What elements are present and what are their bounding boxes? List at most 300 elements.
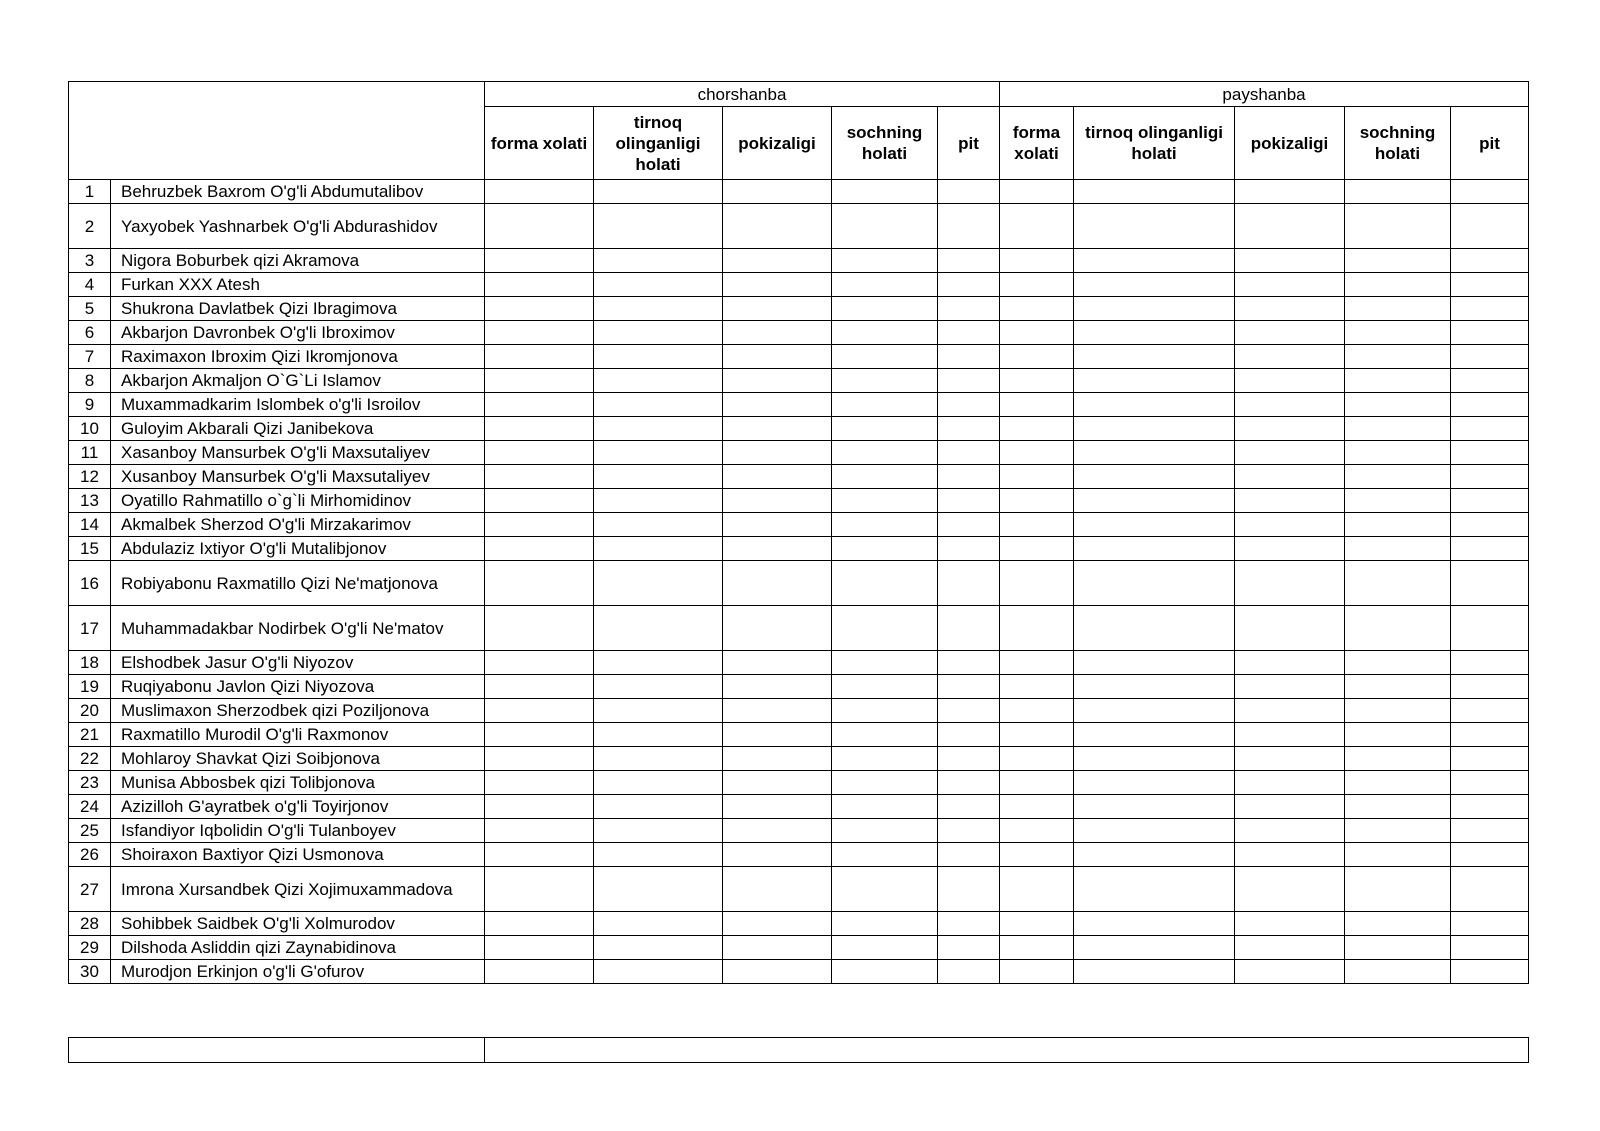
grade-cell[interactable]: [1451, 651, 1529, 675]
grade-cell[interactable]: [594, 297, 723, 321]
grade-cell[interactable]: [485, 699, 594, 723]
grade-cell[interactable]: [485, 417, 594, 441]
grade-cell[interactable]: [485, 273, 594, 297]
grade-cell[interactable]: [1345, 465, 1451, 489]
grade-cell[interactable]: [1074, 960, 1235, 984]
grade-cell[interactable]: [938, 537, 1000, 561]
grade-cell[interactable]: [1074, 537, 1235, 561]
grade-cell[interactable]: [938, 936, 1000, 960]
grade-cell[interactable]: [1451, 843, 1529, 867]
grade-cell[interactable]: [1345, 747, 1451, 771]
grade-cell[interactable]: [1000, 513, 1074, 537]
grade-cell[interactable]: [832, 441, 938, 465]
grade-cell[interactable]: [938, 606, 1000, 651]
grade-cell[interactable]: [594, 843, 723, 867]
grade-cell[interactable]: [1000, 867, 1074, 912]
grade-cell[interactable]: [723, 771, 832, 795]
grade-cell[interactable]: [938, 297, 1000, 321]
grade-cell[interactable]: [1235, 297, 1345, 321]
grade-cell[interactable]: [594, 912, 723, 936]
grade-cell[interactable]: [594, 795, 723, 819]
grade-cell[interactable]: [938, 249, 1000, 273]
grade-cell[interactable]: [723, 747, 832, 771]
grade-cell[interactable]: [485, 441, 594, 465]
grade-cell[interactable]: [1235, 249, 1345, 273]
grade-cell[interactable]: [938, 747, 1000, 771]
grade-cell[interactable]: [1000, 441, 1074, 465]
grade-cell[interactable]: [723, 273, 832, 297]
grade-cell[interactable]: [723, 867, 832, 912]
grade-cell[interactable]: [1000, 297, 1074, 321]
grade-cell[interactable]: [938, 651, 1000, 675]
grade-cell[interactable]: [1451, 747, 1529, 771]
grade-cell[interactable]: [1345, 606, 1451, 651]
grade-cell[interactable]: [832, 675, 938, 699]
grade-cell[interactable]: [938, 699, 1000, 723]
grade-cell[interactable]: [832, 651, 938, 675]
grade-cell[interactable]: [594, 771, 723, 795]
grade-cell[interactable]: [1000, 417, 1074, 441]
grade-cell[interactable]: [1235, 771, 1345, 795]
grade-cell[interactable]: [485, 675, 594, 699]
grade-cell[interactable]: [1074, 912, 1235, 936]
grade-cell[interactable]: [723, 513, 832, 537]
grade-cell[interactable]: [485, 723, 594, 747]
grade-cell[interactable]: [1451, 867, 1529, 912]
grade-cell[interactable]: [1345, 321, 1451, 345]
grade-cell[interactable]: [1451, 204, 1529, 249]
grade-cell[interactable]: [938, 441, 1000, 465]
grade-cell[interactable]: [938, 723, 1000, 747]
grade-cell[interactable]: [1235, 417, 1345, 441]
grade-cell[interactable]: [832, 249, 938, 273]
grade-cell[interactable]: [1451, 441, 1529, 465]
grade-cell[interactable]: [832, 180, 938, 204]
grade-cell[interactable]: [938, 204, 1000, 249]
grade-cell[interactable]: [832, 771, 938, 795]
grade-cell[interactable]: [1074, 819, 1235, 843]
grade-cell[interactable]: [832, 912, 938, 936]
grade-cell[interactable]: [485, 795, 594, 819]
grade-cell[interactable]: [723, 441, 832, 465]
grade-cell[interactable]: [1074, 771, 1235, 795]
grade-cell[interactable]: [1235, 867, 1345, 912]
grade-cell[interactable]: [832, 819, 938, 843]
grade-cell[interactable]: [594, 393, 723, 417]
grade-cell[interactable]: [1451, 345, 1529, 369]
grade-cell[interactable]: [1451, 771, 1529, 795]
grade-cell[interactable]: [1000, 747, 1074, 771]
grade-cell[interactable]: [594, 465, 723, 489]
grade-cell[interactable]: [723, 489, 832, 513]
grade-cell[interactable]: [723, 843, 832, 867]
grade-cell[interactable]: [1074, 747, 1235, 771]
grade-cell[interactable]: [1000, 960, 1074, 984]
grade-cell[interactable]: [723, 465, 832, 489]
grade-cell[interactable]: [1345, 489, 1451, 513]
grade-cell[interactable]: [723, 393, 832, 417]
grade-cell[interactable]: [1345, 393, 1451, 417]
grade-cell[interactable]: [723, 651, 832, 675]
grade-cell[interactable]: [723, 819, 832, 843]
grade-cell[interactable]: [1235, 204, 1345, 249]
grade-cell[interactable]: [485, 180, 594, 204]
grade-cell[interactable]: [1235, 345, 1345, 369]
grade-cell[interactable]: [485, 651, 594, 675]
grade-cell[interactable]: [832, 960, 938, 984]
grade-cell[interactable]: [594, 417, 723, 441]
grade-cell[interactable]: [1074, 606, 1235, 651]
grade-cell[interactable]: [723, 321, 832, 345]
grade-cell[interactable]: [723, 795, 832, 819]
grade-cell[interactable]: [1074, 369, 1235, 393]
grade-cell[interactable]: [1000, 204, 1074, 249]
grade-cell[interactable]: [832, 747, 938, 771]
grade-cell[interactable]: [1074, 249, 1235, 273]
grade-cell[interactable]: [1235, 819, 1345, 843]
grade-cell[interactable]: [938, 795, 1000, 819]
grade-cell[interactable]: [1345, 513, 1451, 537]
grade-cell[interactable]: [1451, 960, 1529, 984]
grade-cell[interactable]: [485, 747, 594, 771]
grade-cell[interactable]: [1235, 723, 1345, 747]
grade-cell[interactable]: [1451, 699, 1529, 723]
grade-cell[interactable]: [832, 393, 938, 417]
grade-cell[interactable]: [1235, 843, 1345, 867]
grade-cell[interactable]: [1235, 369, 1345, 393]
grade-cell[interactable]: [832, 489, 938, 513]
grade-cell[interactable]: [594, 489, 723, 513]
grade-cell[interactable]: [1000, 321, 1074, 345]
grade-cell[interactable]: [594, 699, 723, 723]
grade-cell[interactable]: [594, 561, 723, 606]
grade-cell[interactable]: [485, 465, 594, 489]
grade-cell[interactable]: [832, 513, 938, 537]
grade-cell[interactable]: [485, 606, 594, 651]
grade-cell[interactable]: [1000, 345, 1074, 369]
grade-cell[interactable]: [1000, 795, 1074, 819]
grade-cell[interactable]: [1000, 771, 1074, 795]
grade-cell[interactable]: [485, 297, 594, 321]
grade-cell[interactable]: [832, 321, 938, 345]
grade-cell[interactable]: [485, 960, 594, 984]
grade-cell[interactable]: [1000, 936, 1074, 960]
grade-cell[interactable]: [594, 204, 723, 249]
grade-cell[interactable]: [1451, 321, 1529, 345]
grade-cell[interactable]: [1074, 417, 1235, 441]
grade-cell[interactable]: [938, 771, 1000, 795]
grade-cell[interactable]: [832, 867, 938, 912]
grade-cell[interactable]: [723, 960, 832, 984]
grade-cell[interactable]: [594, 747, 723, 771]
grade-cell[interactable]: [1000, 561, 1074, 606]
grade-cell[interactable]: [723, 561, 832, 606]
grade-cell[interactable]: [1345, 819, 1451, 843]
grade-cell[interactable]: [1235, 936, 1345, 960]
grade-cell[interactable]: [1345, 651, 1451, 675]
grade-cell[interactable]: [723, 936, 832, 960]
grade-cell[interactable]: [1000, 369, 1074, 393]
grade-cell[interactable]: [485, 513, 594, 537]
grade-cell[interactable]: [1000, 537, 1074, 561]
grade-cell[interactable]: [1074, 699, 1235, 723]
grade-cell[interactable]: [1000, 912, 1074, 936]
grade-cell[interactable]: [1345, 273, 1451, 297]
grade-cell[interactable]: [1451, 417, 1529, 441]
grade-cell[interactable]: [1345, 675, 1451, 699]
grade-cell[interactable]: [594, 651, 723, 675]
grade-cell[interactable]: [1451, 465, 1529, 489]
grade-cell[interactable]: [1235, 960, 1345, 984]
grade-cell[interactable]: [832, 345, 938, 369]
grade-cell[interactable]: [1345, 561, 1451, 606]
grade-cell[interactable]: [1000, 675, 1074, 699]
grade-cell[interactable]: [1451, 489, 1529, 513]
grade-cell[interactable]: [1235, 537, 1345, 561]
grade-cell[interactable]: [1000, 843, 1074, 867]
grade-cell[interactable]: [1074, 273, 1235, 297]
grade-cell[interactable]: [1074, 867, 1235, 912]
grade-cell[interactable]: [723, 249, 832, 273]
grade-cell[interactable]: [723, 912, 832, 936]
grade-cell[interactable]: [723, 723, 832, 747]
grade-cell[interactable]: [832, 843, 938, 867]
grade-cell[interactable]: [1074, 345, 1235, 369]
grade-cell[interactable]: [1000, 273, 1074, 297]
grade-cell[interactable]: [1345, 960, 1451, 984]
grade-cell[interactable]: [1074, 321, 1235, 345]
grade-cell[interactable]: [1451, 537, 1529, 561]
grade-cell[interactable]: [485, 204, 594, 249]
grade-cell[interactable]: [832, 369, 938, 393]
grade-cell[interactable]: [485, 393, 594, 417]
grade-cell[interactable]: [832, 297, 938, 321]
grade-cell[interactable]: [1235, 321, 1345, 345]
grade-cell[interactable]: [1000, 393, 1074, 417]
grade-cell[interactable]: [1235, 489, 1345, 513]
grade-cell[interactable]: [1235, 441, 1345, 465]
grade-cell[interactable]: [1451, 936, 1529, 960]
grade-cell[interactable]: [485, 912, 594, 936]
grade-cell[interactable]: [832, 537, 938, 561]
grade-cell[interactable]: [1235, 606, 1345, 651]
grade-cell[interactable]: [594, 819, 723, 843]
grade-cell[interactable]: [1451, 369, 1529, 393]
grade-cell[interactable]: [832, 723, 938, 747]
grade-cell[interactable]: [1235, 273, 1345, 297]
grade-cell[interactable]: [938, 273, 1000, 297]
grade-cell[interactable]: [1345, 699, 1451, 723]
grade-cell[interactable]: [1074, 489, 1235, 513]
grade-cell[interactable]: [1345, 180, 1451, 204]
grade-cell[interactable]: [485, 936, 594, 960]
grade-cell[interactable]: [1000, 489, 1074, 513]
grade-cell[interactable]: [1074, 651, 1235, 675]
grade-cell[interactable]: [485, 369, 594, 393]
grade-cell[interactable]: [723, 180, 832, 204]
grade-cell[interactable]: [594, 723, 723, 747]
grade-cell[interactable]: [832, 795, 938, 819]
grade-cell[interactable]: [1451, 675, 1529, 699]
grade-cell[interactable]: [1345, 441, 1451, 465]
grade-cell[interactable]: [1235, 675, 1345, 699]
grade-cell[interactable]: [485, 321, 594, 345]
grade-cell[interactable]: [1000, 180, 1074, 204]
grade-cell[interactable]: [485, 345, 594, 369]
grade-cell[interactable]: [938, 513, 1000, 537]
grade-cell[interactable]: [1345, 204, 1451, 249]
grade-cell[interactable]: [1000, 465, 1074, 489]
grade-cell[interactable]: [1345, 771, 1451, 795]
grade-cell[interactable]: [938, 561, 1000, 606]
grade-cell[interactable]: [1345, 297, 1451, 321]
grade-cell[interactable]: [832, 273, 938, 297]
grade-cell[interactable]: [1000, 699, 1074, 723]
grade-cell[interactable]: [1074, 204, 1235, 249]
grade-cell[interactable]: [938, 417, 1000, 441]
grade-cell[interactable]: [1451, 513, 1529, 537]
grade-cell[interactable]: [594, 867, 723, 912]
grade-cell[interactable]: [1074, 180, 1235, 204]
grade-cell[interactable]: [1451, 273, 1529, 297]
grade-cell[interactable]: [485, 843, 594, 867]
grade-cell[interactable]: [938, 675, 1000, 699]
grade-cell[interactable]: [485, 771, 594, 795]
grade-cell[interactable]: [832, 606, 938, 651]
grade-cell[interactable]: [1345, 249, 1451, 273]
grade-cell[interactable]: [723, 345, 832, 369]
grade-cell[interactable]: [1235, 747, 1345, 771]
grade-cell[interactable]: [1345, 537, 1451, 561]
grade-cell[interactable]: [1074, 297, 1235, 321]
grade-cell[interactable]: [1000, 723, 1074, 747]
grade-cell[interactable]: [1451, 795, 1529, 819]
grade-cell[interactable]: [1235, 513, 1345, 537]
grade-cell[interactable]: [1235, 465, 1345, 489]
grade-cell[interactable]: [594, 180, 723, 204]
grade-cell[interactable]: [594, 936, 723, 960]
grade-cell[interactable]: [1451, 393, 1529, 417]
grade-cell[interactable]: [594, 675, 723, 699]
grade-cell[interactable]: [938, 867, 1000, 912]
grade-cell[interactable]: [1074, 465, 1235, 489]
grade-cell[interactable]: [723, 204, 832, 249]
grade-cell[interactable]: [1345, 345, 1451, 369]
grade-cell[interactable]: [1451, 606, 1529, 651]
grade-cell[interactable]: [723, 699, 832, 723]
grade-cell[interactable]: [938, 180, 1000, 204]
grade-cell[interactable]: [1345, 912, 1451, 936]
grade-cell[interactable]: [1235, 393, 1345, 417]
grade-cell[interactable]: [594, 249, 723, 273]
grade-cell[interactable]: [832, 417, 938, 441]
grade-cell[interactable]: [1451, 723, 1529, 747]
grade-cell[interactable]: [1074, 795, 1235, 819]
grade-cell[interactable]: [723, 537, 832, 561]
grade-cell[interactable]: [938, 843, 1000, 867]
grade-cell[interactable]: [485, 561, 594, 606]
grade-cell[interactable]: [485, 867, 594, 912]
grade-cell[interactable]: [723, 606, 832, 651]
grade-cell[interactable]: [1451, 819, 1529, 843]
grade-cell[interactable]: [832, 699, 938, 723]
grade-cell[interactable]: [1235, 561, 1345, 606]
grade-cell[interactable]: [594, 345, 723, 369]
grade-cell[interactable]: [485, 249, 594, 273]
grade-cell[interactable]: [1345, 369, 1451, 393]
grade-cell[interactable]: [938, 489, 1000, 513]
grade-cell[interactable]: [485, 537, 594, 561]
grade-cell[interactable]: [832, 936, 938, 960]
grade-cell[interactable]: [1000, 651, 1074, 675]
grade-cell[interactable]: [594, 606, 723, 651]
grade-cell[interactable]: [938, 960, 1000, 984]
grade-cell[interactable]: [594, 273, 723, 297]
grade-cell[interactable]: [1074, 723, 1235, 747]
grade-cell[interactable]: [1074, 441, 1235, 465]
grade-cell[interactable]: [1074, 561, 1235, 606]
grade-cell[interactable]: [723, 675, 832, 699]
grade-cell[interactable]: [594, 513, 723, 537]
grade-cell[interactable]: [594, 441, 723, 465]
grade-cell[interactable]: [1000, 606, 1074, 651]
grade-cell[interactable]: [594, 960, 723, 984]
grade-cell[interactable]: [1451, 180, 1529, 204]
grade-cell[interactable]: [723, 369, 832, 393]
grade-cell[interactable]: [723, 417, 832, 441]
grade-cell[interactable]: [832, 204, 938, 249]
grade-cell[interactable]: [594, 369, 723, 393]
grade-cell[interactable]: [485, 819, 594, 843]
grade-cell[interactable]: [832, 561, 938, 606]
grade-cell[interactable]: [1000, 819, 1074, 843]
grade-cell[interactable]: [594, 321, 723, 345]
grade-cell[interactable]: [938, 369, 1000, 393]
grade-cell[interactable]: [938, 393, 1000, 417]
grade-cell[interactable]: [1074, 936, 1235, 960]
grade-cell[interactable]: [1451, 561, 1529, 606]
grade-cell[interactable]: [938, 465, 1000, 489]
grade-cell[interactable]: [938, 912, 1000, 936]
grade-cell[interactable]: [1345, 936, 1451, 960]
grade-cell[interactable]: [1235, 912, 1345, 936]
grade-cell[interactable]: [1000, 249, 1074, 273]
grade-cell[interactable]: [1235, 651, 1345, 675]
grade-cell[interactable]: [594, 537, 723, 561]
grade-cell[interactable]: [1345, 417, 1451, 441]
grade-cell[interactable]: [1345, 867, 1451, 912]
grade-cell[interactable]: [723, 297, 832, 321]
grade-cell[interactable]: [1451, 912, 1529, 936]
grade-cell[interactable]: [1074, 675, 1235, 699]
grade-cell[interactable]: [832, 465, 938, 489]
grade-cell[interactable]: [1235, 699, 1345, 723]
grade-cell[interactable]: [1345, 843, 1451, 867]
grade-cell[interactable]: [1345, 723, 1451, 747]
grade-cell[interactable]: [485, 489, 594, 513]
grade-cell[interactable]: [1235, 180, 1345, 204]
grade-cell[interactable]: [938, 819, 1000, 843]
grade-cell[interactable]: [938, 345, 1000, 369]
grade-cell[interactable]: [1074, 843, 1235, 867]
grade-cell[interactable]: [1074, 393, 1235, 417]
grade-cell[interactable]: [1451, 249, 1529, 273]
grade-cell[interactable]: [938, 321, 1000, 345]
grade-cell[interactable]: [1345, 795, 1451, 819]
grade-cell[interactable]: [1235, 795, 1345, 819]
grade-cell[interactable]: [1451, 297, 1529, 321]
grade-cell[interactable]: [1074, 513, 1235, 537]
